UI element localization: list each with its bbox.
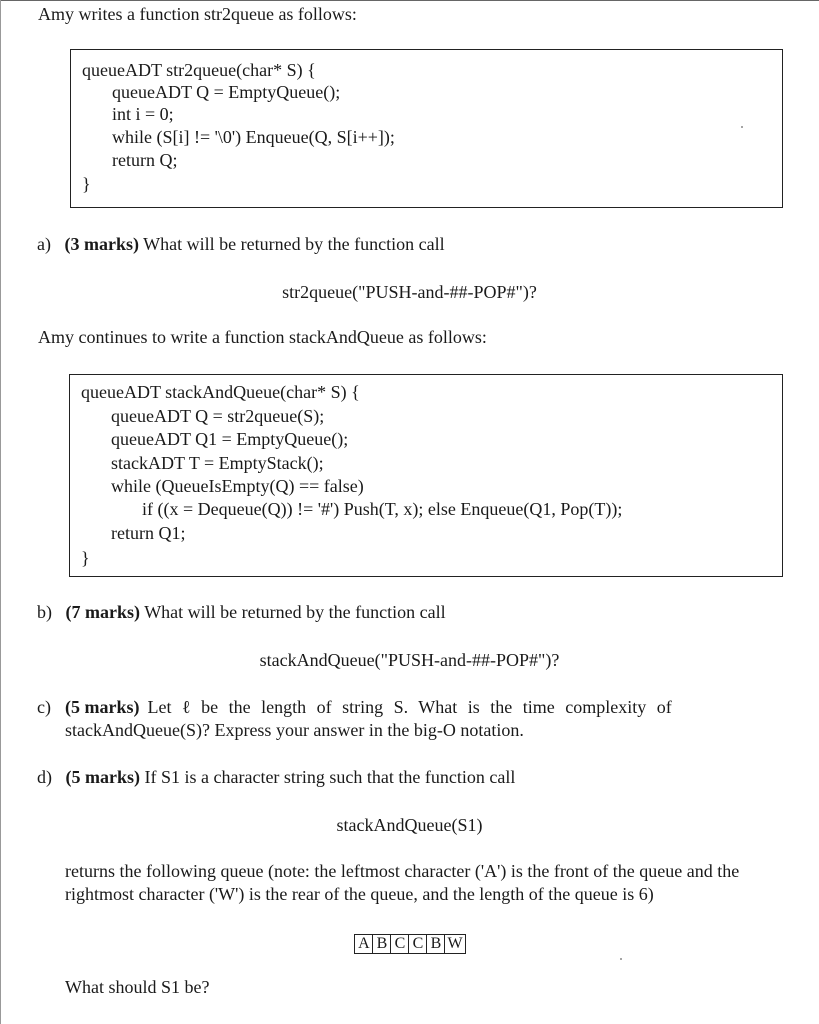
queue-diagram <box>0 931 819 954</box>
question-label: b) <box>37 602 52 622</box>
code-line: while (QueueIsEmpty(Q) == false) <box>111 476 364 496</box>
queue-cell: B <box>372 934 391 954</box>
question-d <box>37 766 515 789</box>
question-d-call: stackAndQueue(S1) <box>336 815 483 835</box>
code-line: queueADT Q = str2queue(S); <box>111 406 325 426</box>
code-line: } <box>82 174 91 194</box>
page-left-edge <box>0 0 1 1024</box>
question-marks: (5 marks) <box>65 697 140 717</box>
question-d-desc: rightmost character ('W') is the rear of the queue, and the length of the queue is 6) <box>65 884 654 904</box>
question-marks: (3 marks) <box>64 234 139 254</box>
queue-cell: B <box>426 934 445 954</box>
question-marks: (7 marks) <box>65 602 140 622</box>
question-text: If S1 is a character string such that the function call <box>144 767 516 787</box>
code-line: queueADT stackAndQueue(char* S) { <box>81 382 360 402</box>
question-text: stackAndQueue(S)? Express your answer in the big-O notation. <box>65 720 524 741</box>
question-d-prompt: What should S1 be? <box>65 977 210 997</box>
question-label: a) <box>37 234 51 254</box>
code-line: return Q; <box>112 150 178 170</box>
question-c <box>37 696 815 743</box>
intro-str2queue: Amy writes a function str2queue as follows: <box>38 4 357 24</box>
code-line: } <box>81 548 90 568</box>
page-top-edge <box>0 0 819 1</box>
intro-stackandqueue: Amy continues to write a function stackAndQueue as follows: <box>38 327 487 347</box>
question-b <box>37 601 446 624</box>
queue-cell: A <box>354 934 373 954</box>
question-text: Let ℓ be the length of string S. What is the time complexity of <box>147 697 672 717</box>
code-line: int i = 0; <box>112 104 174 124</box>
code-line: queueADT str2queue(char* S) { <box>82 60 316 80</box>
question-label: d) <box>37 767 52 787</box>
question-a-call: str2queue("PUSH-and-##-POP#")? <box>282 282 537 302</box>
scan-speck <box>620 958 622 960</box>
question-d-desc: returns the following queue (note: the leftmost character ('A') is the front of the queue and the <box>65 861 740 881</box>
queue-cell: W <box>444 934 465 954</box>
code-line: while (S[i] != '\0') Enqueue(Q, S[i++]); <box>112 127 395 147</box>
question-text: What will be returned by the function call <box>144 602 446 622</box>
question-b-call: stackAndQueue("PUSH-and-##-POP#")? <box>259 650 560 670</box>
code-box-stackandqueue <box>69 374 783 577</box>
scan-speck <box>741 126 743 128</box>
question-marks: (5 marks) <box>65 767 140 787</box>
question-a <box>37 233 445 256</box>
code-line: stackADT T = EmptyStack(); <box>111 453 324 473</box>
code-line: if ((x = Dequeue(Q)) != '#') Push(T, x); else Enqueue(Q1, Pop(T)); <box>142 499 623 519</box>
code-box-str2queue <box>70 49 783 208</box>
queue-cell: C <box>390 934 409 954</box>
code-line: queueADT Q1 = EmptyQueue(); <box>111 429 349 449</box>
queue-cell: C <box>408 934 427 954</box>
code-line: return Q1; <box>111 523 186 543</box>
code-line: queueADT Q = EmptyQueue(); <box>112 82 341 102</box>
question-text: What will be returned by the function call <box>143 234 445 254</box>
question-label: c) <box>37 697 51 717</box>
